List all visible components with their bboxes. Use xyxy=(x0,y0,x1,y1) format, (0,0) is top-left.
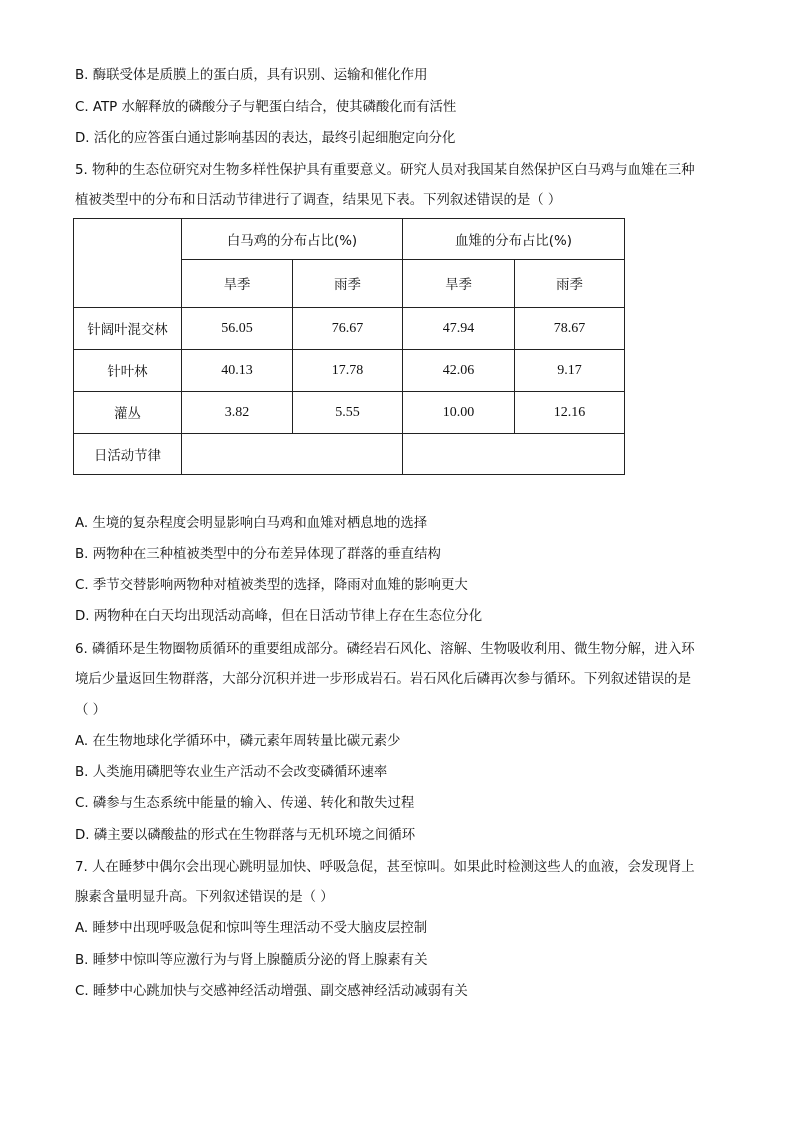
option-b-q5: B. 两物种在三种植被类型中的分布差异体现了群落的垂直结构 xyxy=(75,547,441,562)
table-cell: 47.94 xyxy=(403,308,515,350)
table-cell: 10.00 xyxy=(403,392,515,434)
option-c-q4: C. ATP 水解释放的磷酸分子与靶蛋白结合，使其磷酸化而有活性 xyxy=(75,100,457,115)
option-b-q7: B. 睡梦中惊叫等应激行为与肾上腺髓质分泌的肾上腺素有关 xyxy=(75,953,428,968)
table-cell: 78.67 xyxy=(515,308,625,350)
table-cell: 12.16 xyxy=(515,392,625,434)
option-a-q6: A. 在生物地球化学循环中，磷元素年周转量比碳元素少 xyxy=(75,734,401,749)
table-row xyxy=(74,392,625,434)
question-5-line-1: 5. 物种的生态位研究对生物多样性保护具有重要意义。研究人员对我国某自然保护区白马鸡与血雉在三种 xyxy=(75,163,695,178)
option-c-q6: C. 磷参与生态系统中能量的输入、传递、转化和散失过程 xyxy=(75,796,415,811)
option-a-q5: A. 生境的复杂程度会明显影响白马鸡和血雉对栖息地的选择 xyxy=(75,516,428,531)
table-cell: 17.78 xyxy=(293,350,403,392)
table-cell: 56.05 xyxy=(182,308,293,350)
row-label: 灌丛 xyxy=(74,392,182,434)
option-b-q4: B. 酶联受体是质膜上的蛋白质，具有识别、运输和催化作用 xyxy=(75,68,428,83)
table-cell: 9.17 xyxy=(515,350,625,392)
question-6-line-1: 6. 磷循环是生物圈物质循环的重要组成部分。磷经岩石风化、溶解、生物吸收利用、微生物分解，进入环 xyxy=(75,642,695,657)
option-b-q6: B. 人类施用磷肥等农业生产活动不会改变磷循环速率 xyxy=(75,765,388,780)
header-rainy-season: 雨季 xyxy=(515,260,625,308)
option-d-q6: D. 磷主要以磷酸盐的形式在生物群落与无机环境之间循环 xyxy=(75,828,416,843)
option-c-q7: C. 睡梦中心跳加快与交感神经活动增强、副交感神经活动减弱有关 xyxy=(75,984,468,999)
option-c-q5: C. 季节交替影响两物种对植被类型的选择，降雨对血雉的影响更大 xyxy=(75,578,468,593)
header-dry-season: 旱季 xyxy=(403,260,515,308)
table-cell: 76.67 xyxy=(293,308,403,350)
table-row xyxy=(74,350,625,392)
question-7-line-1: 7. 人在睡梦中偶尔会出现心跳明显加快、呼吸急促，甚至惊叫。如果此时检测这些人的血液，会发现肾上 xyxy=(75,860,695,875)
header-dry-season: 旱季 xyxy=(182,260,293,308)
header-white-eared-pheasant: 白马鸡的分布占比(%) xyxy=(182,219,403,260)
table-cell: 5.55 xyxy=(293,392,403,434)
option-a-q7: A. 睡梦中出现呼吸急促和惊叫等生理活动不受大脑皮层控制 xyxy=(75,921,428,936)
question-6-line-2: 境后少量返回生物群落，大部分沉积并进一步形成岩石。岩石风化后磷再次参与循环。下列叙述错误的是 xyxy=(75,672,691,687)
table-cell: 42.06 xyxy=(403,350,515,392)
table-row xyxy=(74,434,625,475)
table-row xyxy=(74,308,625,350)
option-d-q4: D. 活化的应答蛋白通过影响基因的表达，最终引起细胞定向分化 xyxy=(75,131,456,146)
row-label: 针叶林 xyxy=(74,350,182,392)
question-6-line-3: （ ） xyxy=(75,703,107,718)
question-7-line-2: 腺素含量明显升高。下列叙述错误的是（ ） xyxy=(75,890,334,905)
table-cell-empty xyxy=(182,434,403,475)
row-label: 日活动节律 xyxy=(74,434,182,475)
table-corner-cell xyxy=(74,219,182,308)
table-cell-empty xyxy=(403,434,625,475)
question-5-line-2: 植被类型中的分布和日活动节律进行了调查，结果见下表。下列叙述错误的是（ ） xyxy=(75,193,562,208)
header-blood-pheasant: 血雉的分布占比(%) xyxy=(403,219,625,260)
option-d-q5: D. 两物种在白天均出现活动高峰，但在日活动节律上存在生态位分化 xyxy=(75,609,483,624)
row-label: 针阔叶混交林 xyxy=(74,308,182,350)
table-cell: 40.13 xyxy=(182,350,293,392)
header-rainy-season: 雨季 xyxy=(293,260,403,308)
distribution-table xyxy=(73,218,625,475)
table-cell: 3.82 xyxy=(182,392,293,434)
